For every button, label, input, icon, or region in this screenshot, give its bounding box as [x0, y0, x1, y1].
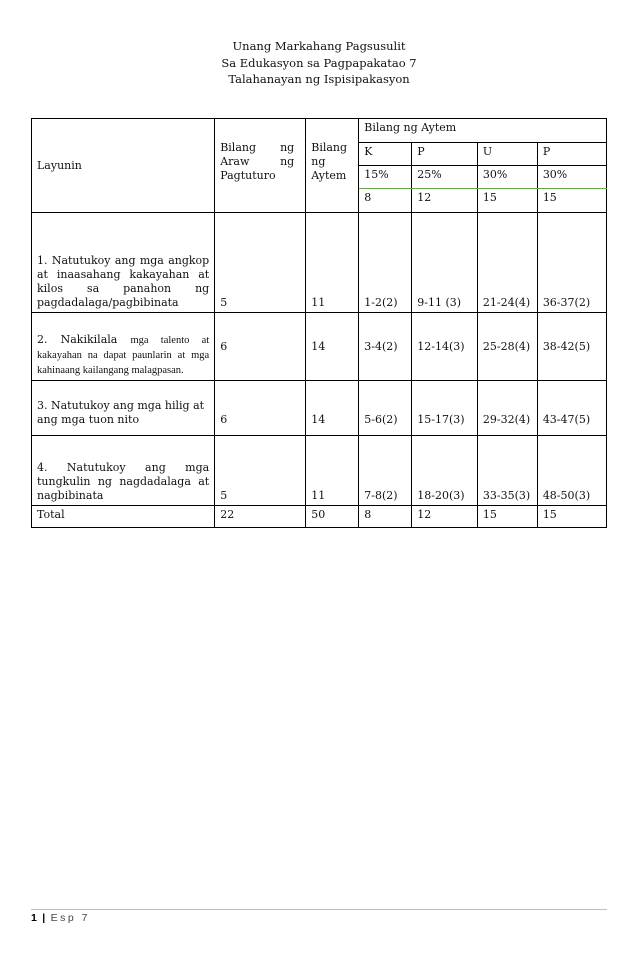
- total-p: 12: [412, 506, 478, 528]
- row-3-p: 15-17(3): [412, 381, 478, 436]
- row-4-araw: 5: [215, 436, 306, 506]
- row-3-u: 29-32(4): [477, 381, 537, 436]
- count-k: 8: [359, 189, 412, 213]
- total-u: 15: [477, 506, 537, 528]
- percent-k: 15%: [359, 166, 412, 189]
- percent-p: 25%: [412, 166, 478, 189]
- header-group-bilang-aytem: Bilang ng Aytem: [359, 119, 607, 143]
- row-1-p: 9-11 (3): [412, 213, 478, 313]
- table-row: [32, 213, 607, 313]
- header-level-k: K: [359, 143, 412, 166]
- row-1-u: 21-24(4): [477, 213, 537, 313]
- footer-divider: [31, 909, 607, 910]
- count-u: 15: [477, 189, 537, 213]
- row-1-araw: 5: [215, 213, 306, 313]
- title-line-1: Unang Markahang Pagsusulit: [232, 39, 406, 53]
- row-2-araw: 6: [215, 313, 306, 381]
- row-4-u: 33-35(3): [477, 436, 537, 506]
- footer-text: Esp 7: [50, 912, 90, 924]
- table-of-specifications: [31, 118, 607, 528]
- table-row: [32, 436, 607, 506]
- total-araw: 22: [215, 506, 306, 528]
- header-row-group: [32, 119, 607, 143]
- row-3-aytem: 14: [306, 381, 359, 436]
- row-3-k: 5-6(2): [359, 381, 412, 436]
- row-2-p2: 38-42(5): [537, 313, 606, 381]
- header-level-p2: P: [537, 143, 606, 166]
- row-2-aytem: 14: [306, 313, 359, 381]
- row-1-aytem: 11: [306, 213, 359, 313]
- row-2-p: 12-14(3): [412, 313, 478, 381]
- count-p2: 15: [537, 189, 606, 213]
- header-araw: Bilang ng Araw ng Pagtuturo: [215, 119, 306, 213]
- row-2-layunin-lead: 2. Nakikilala: [37, 333, 118, 346]
- row-4-k: 7-8(2): [359, 436, 412, 506]
- row-4-p: 18-20(3): [412, 436, 478, 506]
- total-k: 8: [359, 506, 412, 528]
- row-2-u: 25-28(4): [477, 313, 537, 381]
- row-4-p2: 48-50(3): [537, 436, 606, 506]
- page-footer: [31, 912, 90, 924]
- title-line-2: Sa Edukasyon sa Pagpapakatao 7: [221, 55, 417, 70]
- percent-u: 30%: [477, 166, 537, 189]
- row-4-aytem: 11: [306, 436, 359, 506]
- total-p2: 15: [537, 506, 606, 528]
- page-number: 1: [31, 912, 37, 924]
- row-3-layunin: 3. Natutukoy ang mga hilig at ang mga tuon nito: [32, 381, 215, 436]
- header-layunin: Layunin: [32, 119, 215, 213]
- row-2-layunin-rest: mga talento at kakayahan na dapat paunlarin at mga kahinaang kailangang malagpasan.: [37, 335, 210, 376]
- row-4-layunin: 4. Natutukoy ang mga tungkulin ng nagdadalaga at nagbibinata: [32, 436, 215, 506]
- row-1-p2: 36-37(2): [537, 213, 606, 313]
- percent-p2: 30%: [537, 166, 606, 189]
- document-title: [0, 38, 638, 88]
- count-p: 12: [412, 189, 478, 213]
- header-level-p: P: [412, 143, 478, 166]
- header-bilang-aytem: Bilang ng Aytem: [306, 119, 359, 213]
- row-1-k: 1-2(2): [359, 213, 412, 313]
- row-3-p2: 43-47(5): [537, 381, 606, 436]
- row-2-layunin: [32, 313, 215, 381]
- footer-separator: |: [42, 912, 46, 924]
- header-level-u: U: [477, 143, 537, 166]
- total-aytem: 50: [306, 506, 359, 528]
- row-2-k: 3-4(2): [359, 313, 412, 381]
- row-1-layunin: 1. Natutukoy ang mga angkop at inaasahang kakayahan at kilos sa panahon ng pagdadalaga/pagbibinata: [32, 213, 215, 313]
- table-row: [32, 381, 607, 436]
- row-3-araw: 6: [215, 381, 306, 436]
- total-label: Total: [32, 506, 215, 528]
- title-line-3: Talahanayan ng Ispisipakasyon: [228, 72, 410, 86]
- table-row: [32, 313, 607, 381]
- total-row: [32, 506, 607, 528]
